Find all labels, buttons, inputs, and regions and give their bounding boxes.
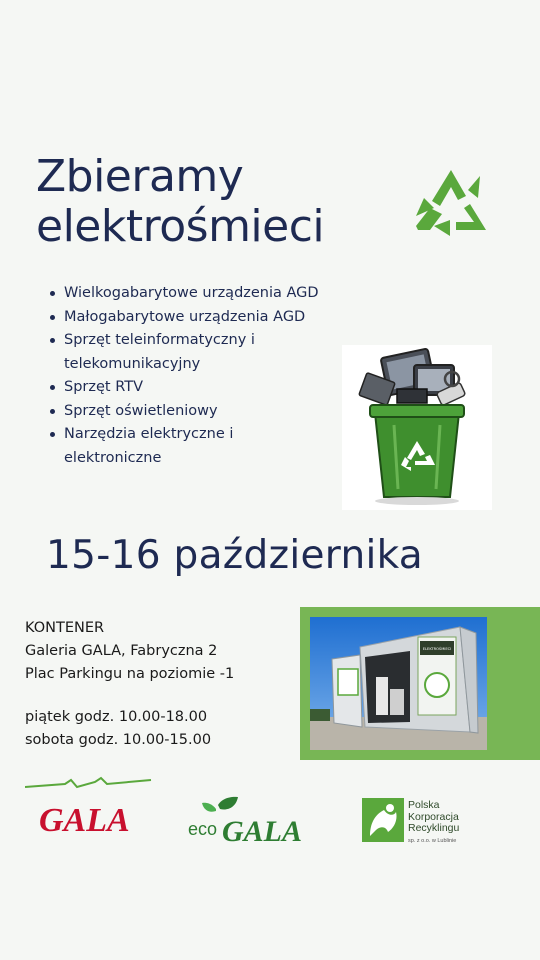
location-line-container: KONTENER — [25, 620, 105, 636]
list-item: Wielkogabarytowe urządzenia AGD — [50, 282, 330, 306]
opening-hours — [25, 706, 285, 752]
title-line-2: elektrośmieci — [36, 201, 325, 252]
title-line-1: Zbieramy — [36, 151, 244, 202]
recycling-bin-icon — [342, 345, 492, 510]
page-title — [36, 152, 324, 252]
recycling-bin-illustration — [342, 345, 492, 510]
hours-saturday: sobota godz. 10.00-15.00 — [25, 732, 212, 748]
list-item: Sprzęt RTV — [50, 376, 330, 400]
pkr-line-2: Korporacja — [408, 810, 459, 823]
recycle-icon — [414, 168, 488, 238]
pkr-logo-text — [408, 800, 459, 835]
location-line-parking: Plac Parkingu na poziomie -1 — [25, 666, 235, 682]
ecogala-eco-text: eco — [188, 819, 218, 839]
ecogala-gala-text: GALA — [222, 815, 303, 847]
list-item: Sprzęt oświetleniowy — [50, 400, 330, 424]
gala-logo — [25, 775, 153, 837]
location-line-address: Galeria GALA, Fabryczna 2 — [25, 643, 218, 659]
list-item: Sprzęt teleinformatyczny i telekomunikacyjny — [50, 329, 330, 376]
device-category-list — [50, 282, 330, 470]
gala-logo-text: GALA — [39, 802, 130, 837]
pkr-line-3: Recyklingu — [408, 822, 460, 834]
location-info — [25, 617, 285, 686]
event-date: 15-16 października — [46, 533, 424, 578]
list-item: Narzędzia elektryczne i elektroniczne — [50, 423, 330, 470]
container-sign-text: ELEKTROŚMIECI — [422, 647, 452, 651]
list-item: Małogabarytowe urządzenia AGD — [50, 306, 330, 330]
container-photo — [310, 617, 487, 750]
pkr-logo-subtitle: sp. z o.o. w Lublinie — [408, 838, 457, 844]
hours-friday: piątek godz. 10.00-18.00 — [25, 709, 208, 725]
pkr-line-1: Polska — [408, 799, 440, 811]
ecogala-logo — [188, 795, 304, 847]
